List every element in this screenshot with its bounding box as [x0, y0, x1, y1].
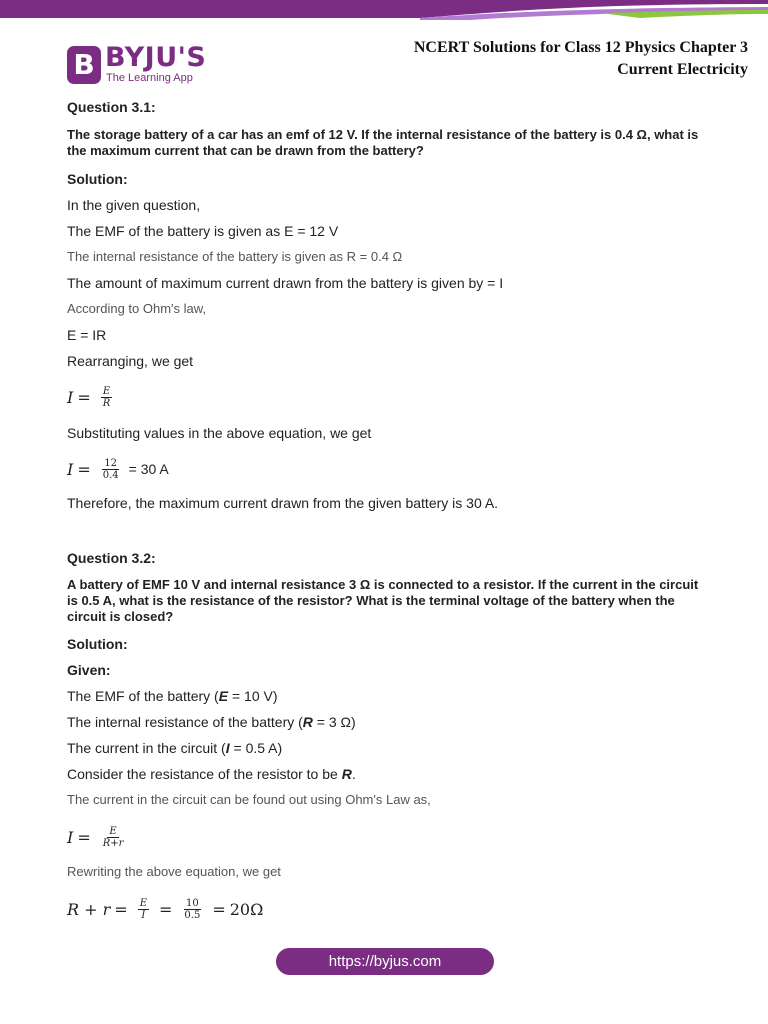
- numerator: E: [139, 897, 147, 909]
- given-symbol: R: [341, 766, 352, 782]
- eq-sign: =: [77, 459, 91, 479]
- given-text: = 0.5 A): [229, 740, 283, 756]
- q1-line: The amount of maximum current drawn from the battery is given by = I: [67, 275, 504, 291]
- equation-resistance-result: [67, 893, 707, 925]
- eq-sign: =: [212, 899, 226, 919]
- equation-i-equals-e-over-r-plus-r: [67, 821, 707, 853]
- eq-lhs: I: [67, 827, 74, 847]
- q1-line: Rearranging, we get: [67, 353, 194, 369]
- given-text: The current in the circuit (: [67, 740, 226, 756]
- q1-line: The EMF of the battery is given as E = 12 V: [67, 223, 339, 239]
- question-3-1-heading: Question 3.1:: [67, 99, 156, 115]
- fraction: [101, 386, 113, 409]
- given-text: = 10 V): [228, 688, 278, 704]
- equation-substitution: [67, 454, 707, 484]
- denominator: R: [102, 397, 111, 409]
- question-3-2-heading: Question 3.2:: [67, 550, 156, 566]
- eq-lhs: I: [67, 387, 74, 407]
- document-content: [67, 98, 707, 925]
- fraction: [182, 898, 202, 921]
- q1-line: The internal resistance of the battery is given as R = 0.4 Ω: [67, 249, 403, 264]
- numerator: E: [102, 385, 111, 397]
- numerator: E: [109, 825, 117, 837]
- given-text: Consider the resistance of the resistor to be: [67, 766, 342, 782]
- eq-sign: =: [77, 387, 91, 407]
- numerator: 12: [104, 457, 118, 469]
- denominator: I: [141, 909, 146, 921]
- given-text: .: [351, 766, 356, 782]
- given-symbol: R: [302, 714, 313, 730]
- q2-line: Rewriting the above equation, we get: [67, 864, 281, 879]
- q2-line: The current in the circuit can be found out using Ohm's Law as,: [67, 792, 431, 807]
- header-title-line1: NCERT Solutions for Class 12 Physics Chapter 3: [413, 39, 748, 56]
- denominator: R+r: [102, 837, 124, 849]
- eq-sign: =: [159, 899, 173, 919]
- given-label: Given:: [67, 662, 111, 678]
- eq-lhs: I: [67, 459, 74, 479]
- logo-name: BYJU'S: [105, 42, 207, 73]
- logo-letter: B: [73, 48, 95, 81]
- denominator: 0.5: [184, 909, 201, 921]
- question-3-1-text: The storage battery of a car has an emf of 12 V. If the internal resistance of the battery is 0.4 Ω, what is the maximum current that can be drawn from the battery?: [67, 127, 699, 158]
- q1-line: E = IR: [67, 327, 107, 343]
- q1-line: According to Ohm's law,: [67, 301, 207, 316]
- eq-result: 20Ω: [229, 899, 264, 919]
- solution-label: Solution:: [67, 636, 128, 652]
- header-title-line2: Current Electricity: [617, 61, 748, 78]
- given-current: [67, 739, 707, 757]
- given-text: The EMF of the battery (: [67, 688, 219, 704]
- numerator: 10: [185, 897, 199, 909]
- logo-tagline: The Learning App: [106, 72, 193, 84]
- fraction: [101, 826, 126, 849]
- q1-line: Substituting values in the above equation, we get: [67, 425, 372, 441]
- eq-result: = 30 A: [128, 461, 169, 477]
- q1-conclusion: Therefore, the maximum current drawn from the given battery is 30 A.: [67, 495, 499, 511]
- fraction: [101, 458, 121, 481]
- top-decorative-band: [0, 0, 768, 20]
- eq-sign: =: [77, 827, 91, 847]
- fraction: [138, 898, 149, 921]
- q1-line: In the given question,: [67, 197, 201, 213]
- eq-lhs: R + r: [67, 899, 111, 919]
- given-symbol: I: [225, 740, 230, 756]
- document-header-title: [414, 37, 748, 81]
- question-3-2-text: A battery of EMF 10 V and internal resistance 3 Ω is connected to a resistor. If the current in the circuit is 0.5 A, what is the resistance of the resistor? What is the terminal voltage of the battery when the circuit is closed?: [67, 577, 699, 624]
- eq-sign: =: [114, 899, 128, 919]
- given-text: The internal resistance of the battery (: [67, 714, 303, 730]
- given-symbol: E: [218, 688, 229, 704]
- equation-i-equals-e-over-r: [67, 382, 707, 412]
- given-emf: [67, 687, 707, 705]
- given-internal-resistance: [67, 713, 707, 731]
- footer-url-link[interactable]: https://byjus.com: [276, 948, 494, 975]
- given-text: = 3 Ω): [312, 714, 356, 730]
- given-resistor: [67, 765, 707, 783]
- denominator: 0.4: [102, 469, 119, 481]
- solution-label: Solution:: [67, 171, 128, 187]
